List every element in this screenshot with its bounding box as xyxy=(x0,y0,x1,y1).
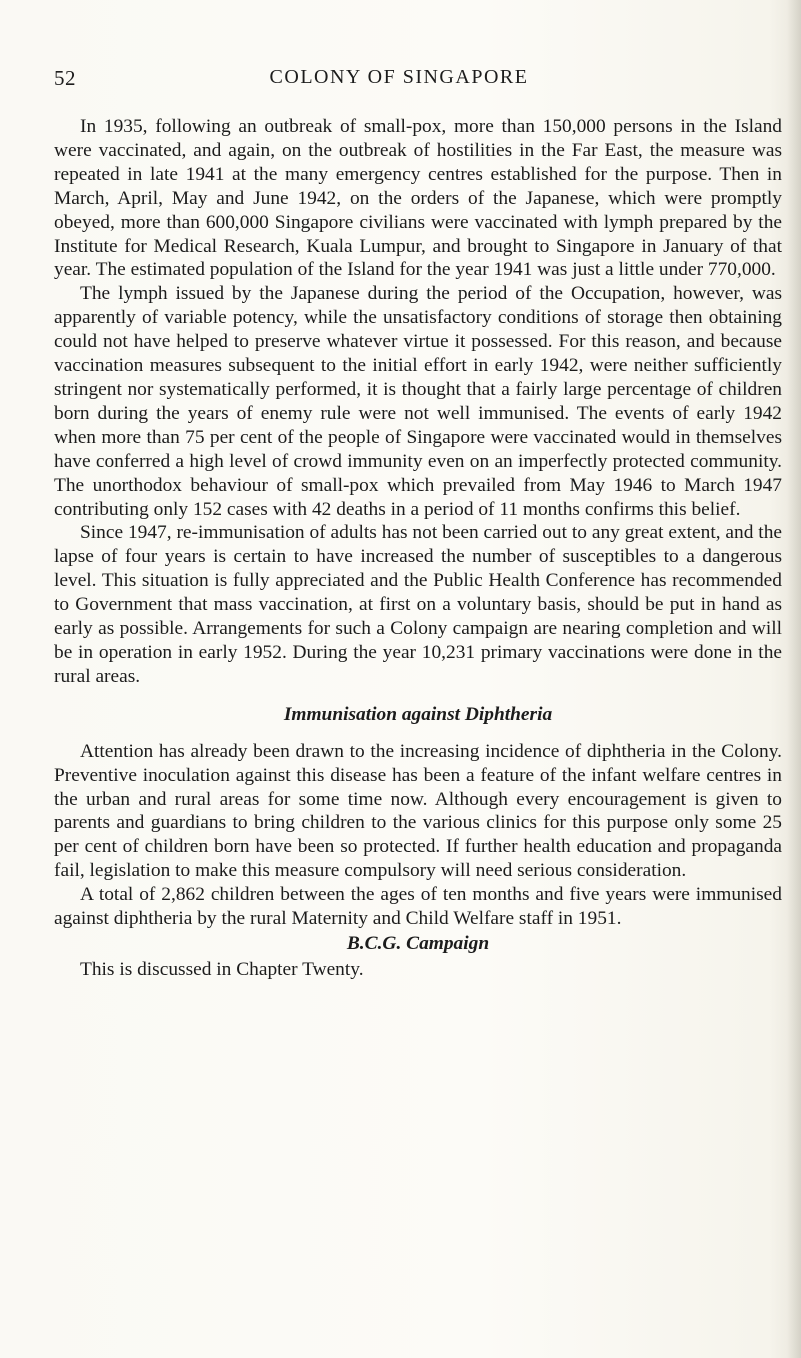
running-title: COLONY OF SINGAPORE xyxy=(269,66,529,88)
paragraph-diphtheria-incidence: Attention has already been drawn to the increasing incidence of diphtheria in the Colony. Preventive inoculation against this disease has been a feature of the infant welfare centres in the urban and rural areas for some time now. Although every encouragement is given to parents and guardians to bring children to the various clinics for this purpose only some 25 per cent of children born have been so protected. If further health education and propaganda fail, legislation to make this measure compulsory will need serious consideration. xyxy=(54,740,782,882)
paragraph-bcg-reference: This is discussed in Chapter Twenty. xyxy=(80,959,364,980)
paragraph-diphtheria-total: A total of 2,862 children between the ages of ten months and five years were immunised against diphtheria by the rural Maternity and Child Welfare staff in 1951. xyxy=(54,884,782,930)
paragraph-lymph-potency: The lymph issued by the Japanese during the period of the Occupation, however, was apparently of variable potency, while the unsatisfactory conditions of storage then obtaining could not have helped to preserve whatever virtue it possessed. For this reason, and because vaccination measures subsequent to the initial effort in early 1942, were neither sufficiently stringent nor systematically performed, it is thought that a fairly large percentage of children born during the years of enemy rule were not well immunised. The events of early 1942 when more than 75 per cent of the people of Singapore were vaccinated would in themselves have conferred a high level of crowd immunity even on an imperfectly protected community. The unorthodox behaviour of small-pox which prevailed from May 1946 to March 1947 contributing only 152 cases with 42 deaths in a period of 11 months confirms this belief. xyxy=(54,283,782,520)
section-heading-diphtheria: Immunisation against Diphtheria xyxy=(283,703,553,725)
page-header xyxy=(54,66,744,100)
paragraph-smallpox-history: In 1935, following an outbreak of small-pox, more than 150,000 persons in the Island were vaccinated, and again, on the outbreak of hostilities in the Far East, the measure was repeated in late 1941 at the many emergency centres established for the purpose. Then in March, April, May and June 1942, on the orders of the Japanese, which were promptly obeyed, more than 600,000 Singapore civilians were vaccinated with lymph prepared by the Institute for Medical Research, Kuala Lumpur, and brought to Singapore in January of that year. The estimated population of the Island for the year 1941 was just a little under 770,000. xyxy=(54,116,782,281)
section-heading-bcg: B.C.G. Campaign xyxy=(346,933,490,954)
paragraph-re-immunisation: Since 1947, re-immunisation of adults has not been carried out to any great extent, and the lapse of four years is certain to have increased the number of susceptibles to a dangerous level. This situation is fully appreciated and the Public Health Conference has recommended to Government that mass vaccination, at first on a voluntary basis, should be put in hand as early as possible. Arrangements for such a Colony campaign are nearing completion and will be in operation in early 1952. During the year 10,231 primary vaccinations were done in the rural areas. xyxy=(54,522,782,687)
page-edge-shadow xyxy=(787,0,801,1358)
page-number: 52 xyxy=(54,66,76,90)
page-body xyxy=(54,115,782,982)
